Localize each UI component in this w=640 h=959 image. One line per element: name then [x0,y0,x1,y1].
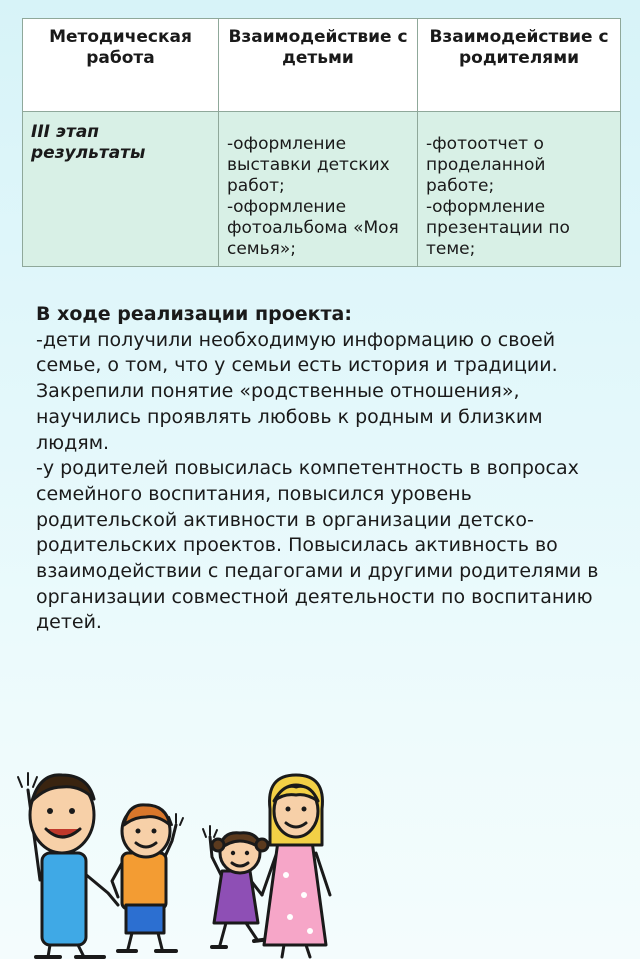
table-header-row [23,19,621,112]
family-cartoon-illustration [0,745,640,959]
father-figure [18,773,118,957]
stage-name: результаты [31,143,146,163]
project-stage-table [22,18,621,267]
table-row-stage3 [23,112,621,267]
header-parents: Взаимодействие с родителями [418,19,621,112]
parents-cell [418,112,621,267]
mother-figure [262,775,330,957]
summary-block [36,302,606,636]
summary-paragraph-parents: -у родителей повысилась компетентность в вопросах семейного воспитания, повысился уровень родительской активности в организации детско-родительских проектов. Повысилась активность во взаимодействии с педагогами и другими родителями в организации совместной деятельности по воспитанию детей. [36,457,599,634]
stage-cell [23,112,219,267]
boy-figure [112,805,183,951]
girl-figure [203,826,270,947]
children-item: -оформление фотоальбома «Моя семья»; [227,197,399,259]
header-children: Взаимодействие с детьми [219,19,418,112]
children-cell [219,112,418,267]
children-item: -оформление выставки детских работ; [227,134,390,196]
summary-heading: В ходе реализации проекта: [36,303,352,325]
parents-item: -оформление презентации по теме; [426,197,570,259]
summary-paragraph-children: -дети получили необходимую информацию о своей семье, о том, что у семьи есть история и традиции. Закрепили понятие «родственные отношения», научились проявлять любовь к родным и близким людям. [36,328,558,454]
stage-label: III этап [31,122,100,142]
header-methodical-work: Методическая работа [23,19,219,112]
parents-item: -фотоотчет о проделанной работе; [426,134,546,196]
